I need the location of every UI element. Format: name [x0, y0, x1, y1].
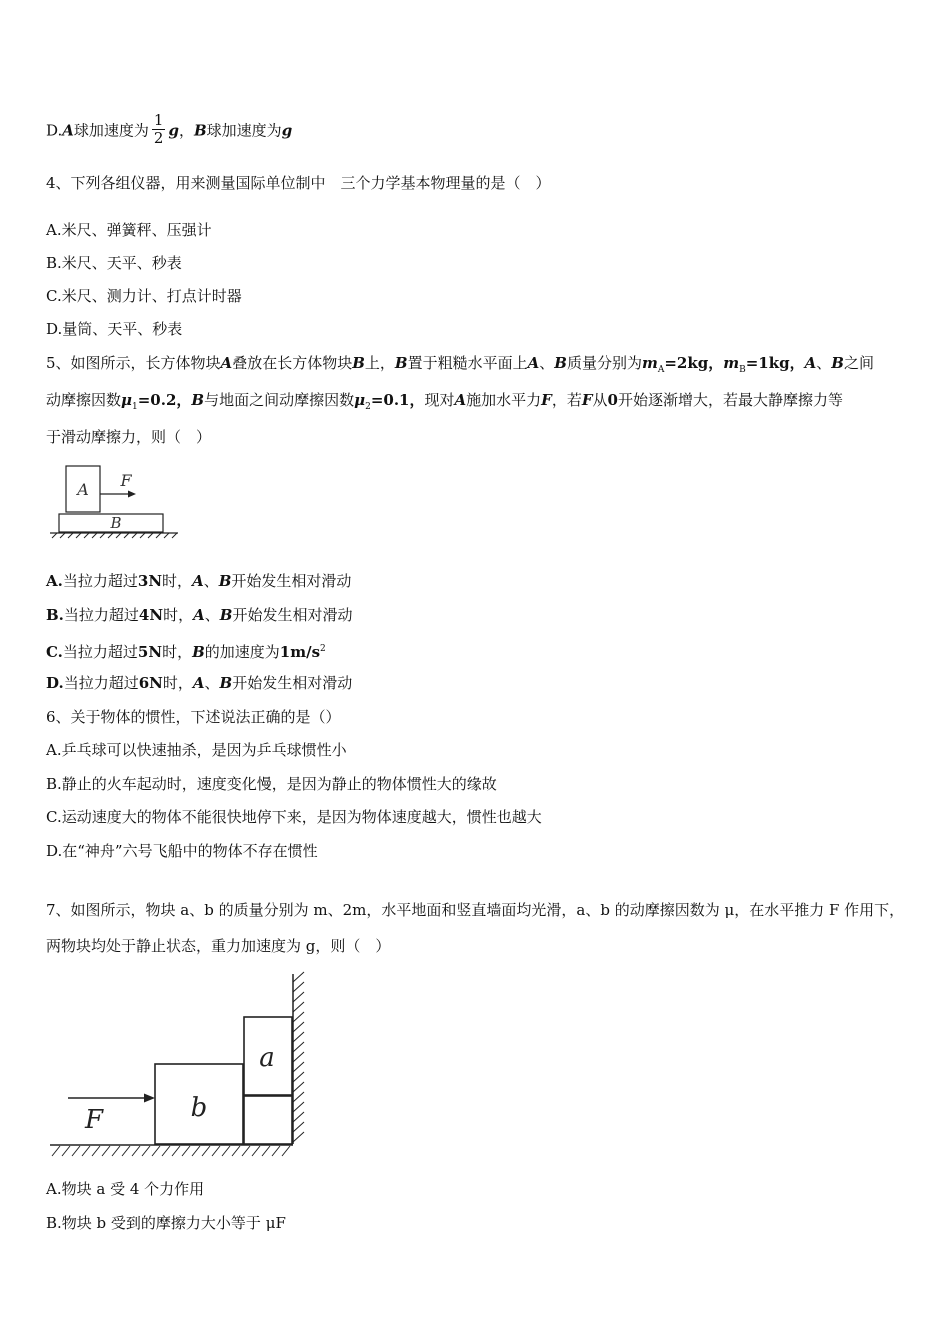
q7-option-b: B.物块 b 受到的摩擦力大小等于 μF [46, 1214, 286, 1232]
q7-stem-line2: 两物块均处于静止状态，重力加速度为 g，则（ ） [46, 937, 391, 955]
block-a-label: A [77, 480, 89, 499]
q5-block-diagram [46, 462, 186, 542]
q4-option-c: C.米尺、测力计、打点计时器 [46, 287, 242, 305]
q5-stem-line1: 5、如图所示，长方体物块A叠放在长方体物块B上，B置于粗糙水平面上A、B质量分别为$m_A=2kg$，$m_B=1kg$，A、B之间 [46, 354, 874, 375]
q5-option-b: B.当拉力超过4N时，A、B开始发生相对滑动 [46, 606, 353, 624]
q4-stem: 4、下列各组仪器，用来测量国际单位制中 三个力学基本物理量的是（ ） [46, 174, 551, 192]
q6-option-d: D.在“神舟”六号飞船中的物体不存在惯性 [46, 842, 318, 860]
fraction: $\frac{1}{2}$ [153, 111, 164, 147]
q5-option-a: A.当拉力超过3N时，A、B开始发生相对滑动 [46, 572, 352, 590]
block-b-label: B [110, 514, 122, 532]
ground-hatching [52, 533, 177, 538]
q5-option-d: D.当拉力超过6N时，A、B开始发生相对滑动 [46, 674, 353, 692]
support-block [244, 1096, 292, 1144]
q4-option-d: D.量筒、天平、秒表 [46, 320, 183, 338]
q4-option-a: A.米尺、弹簧秤、压强计 [46, 221, 212, 239]
q6-stem: 6、关于物体的惯性，下述说法正确的是（） [46, 708, 341, 726]
force-label: F [120, 471, 132, 490]
force-label: F [84, 1105, 104, 1135]
q3-option-d: D.A球加速度为 $\frac{1}{2}$ g，B球加速度为g [46, 111, 293, 147]
force-arrowhead [128, 491, 136, 498]
block-a-label: a [259, 1043, 275, 1073]
q5-stem-line3: 于滑动摩擦力，则（ ） [46, 428, 212, 446]
q6-option-a: A.乒乓球可以快速抽杀，是因为乒乓球惯性小 [46, 741, 347, 759]
q7-option-a: A.物块 a 受 4 个力作用 [46, 1180, 205, 1198]
q5-stem-line2: 动摩擦因数$\mu_1=0.2$，B与地面之间动摩擦因数$\mu_2=0.1$，现对A施加水平力F，若F从0开始逐渐增大，若最大静摩擦力等 [46, 391, 843, 412]
option-label: D. [46, 121, 63, 140]
wall-hatching [293, 972, 304, 1142]
q7-block-diagram [46, 968, 311, 1168]
q6-option-c: C.运动速度大的物体不能很快地停下来，是因为物体速度越大，惯性也越大 [46, 808, 542, 826]
block-b-label: b [190, 1093, 208, 1123]
ground-hatching [52, 1146, 290, 1156]
q4-option-b: B.米尺、天平、秒表 [46, 254, 182, 272]
force-arrowhead [144, 1094, 155, 1103]
q7-stem-line1: 7、如图所示，物块 a、b 的质量分别为 m、2m，水平地面和竖直墙面均光滑，a、b 的动摩擦因数为 μ，在水平推力 F 作用下， [46, 901, 905, 919]
q6-option-b: B.静止的火车起动时，速度变化慢，是因为静止的物体惯性大的缘故 [46, 775, 497, 793]
q5-option-c: C.当拉力超过5N时，B的加速度为$1m/s^2$ [46, 643, 326, 661]
